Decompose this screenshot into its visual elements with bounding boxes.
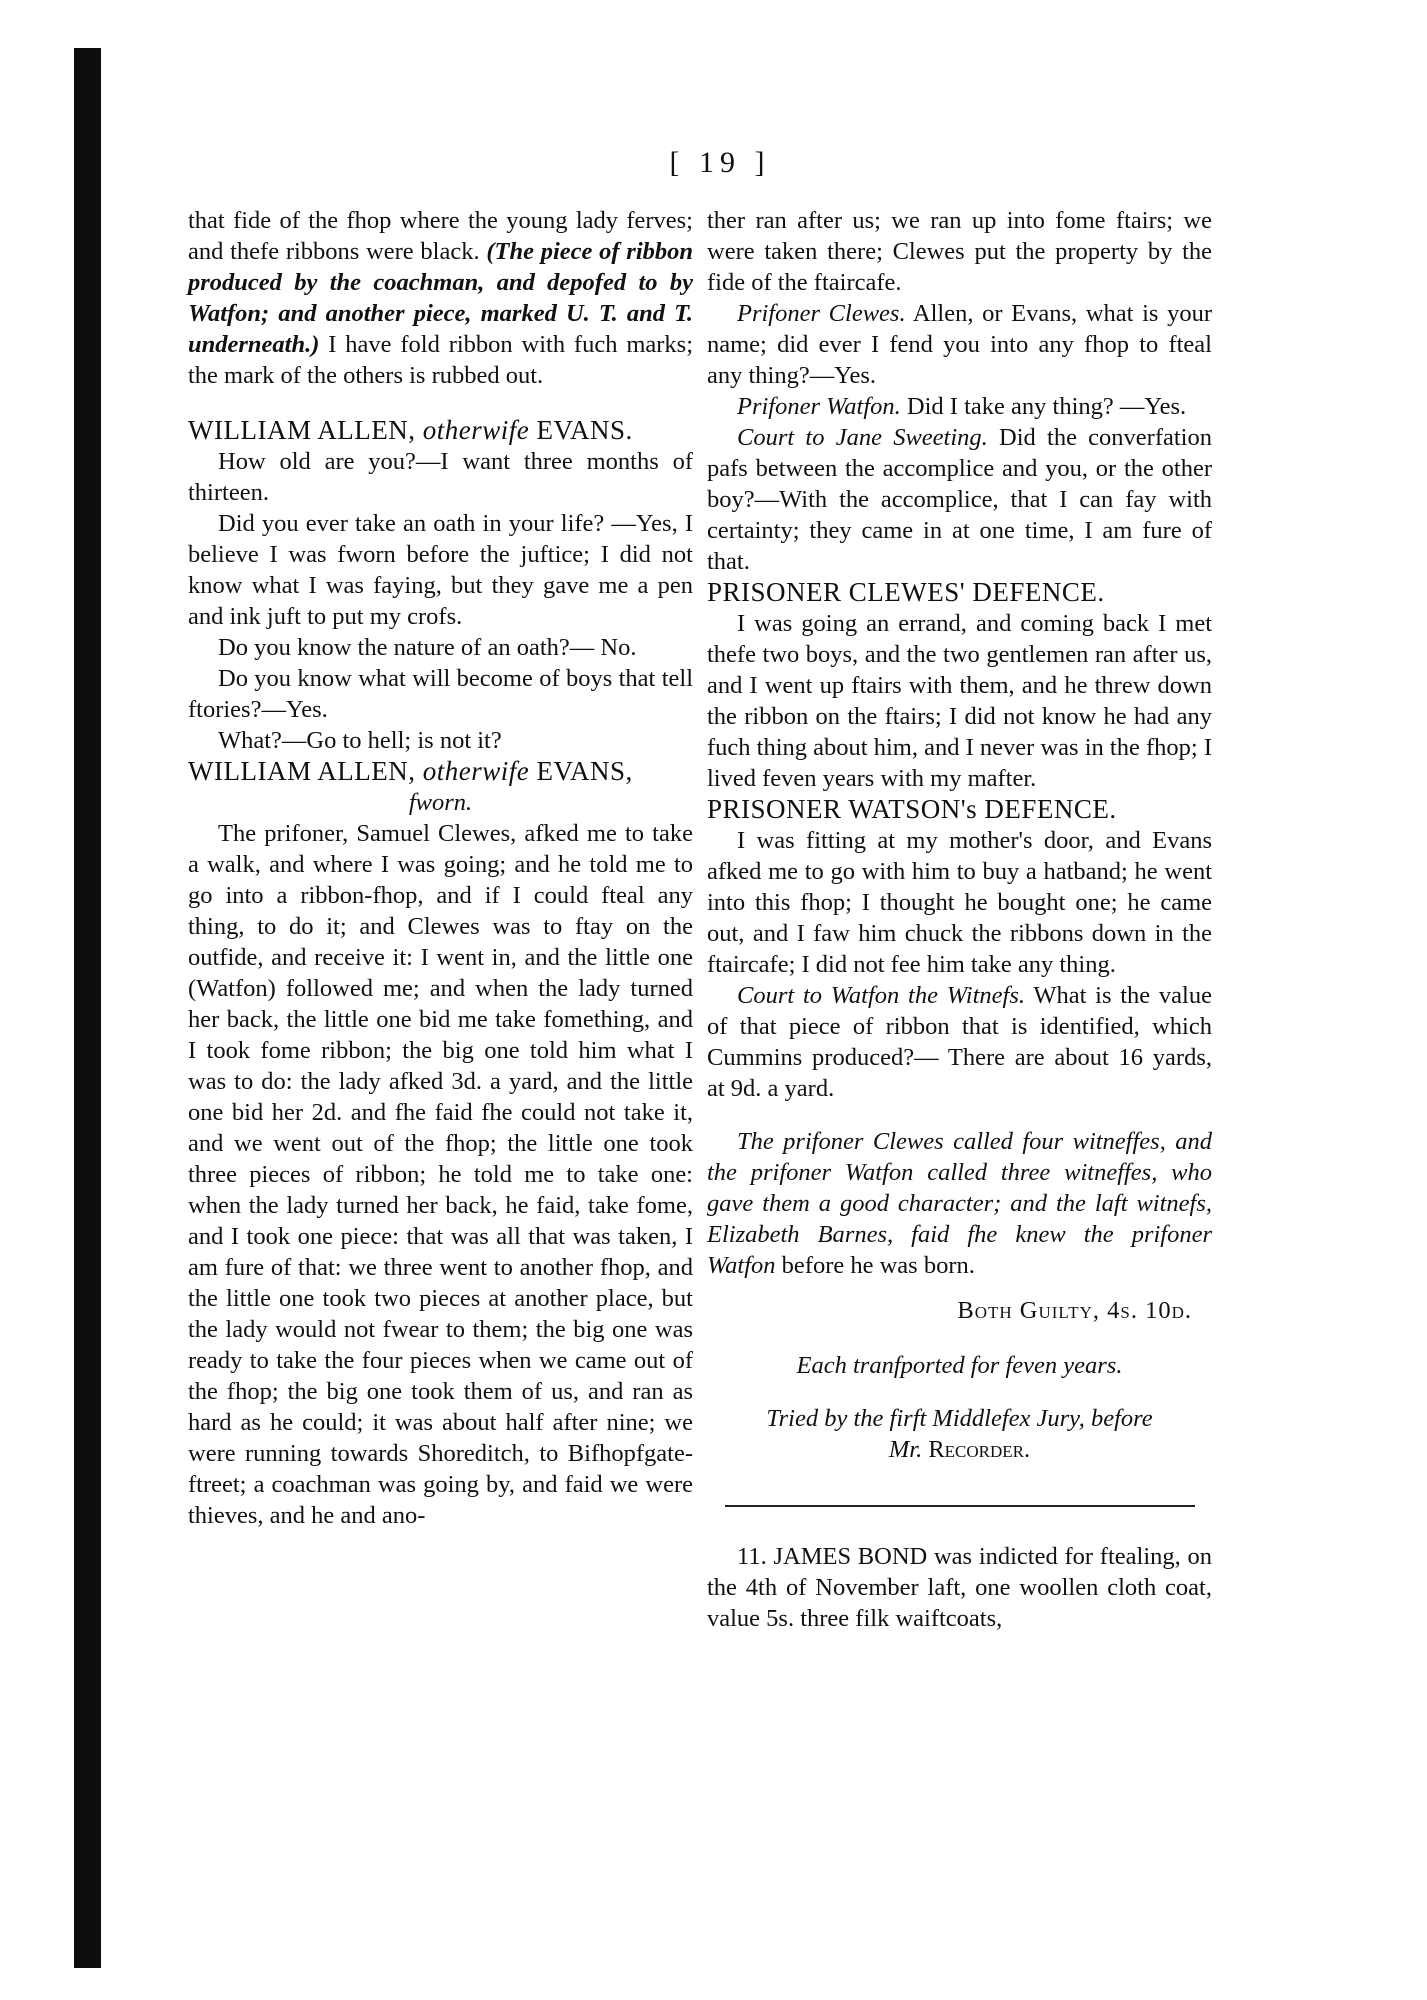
question-oath: Did you ever take an oath in your life? —Yes, I believe I was fworn before the juftice; I did not know what I was faying, but they gave me a pen and ink juft to put my crofs. [188,510,693,630]
left-column [188,205,693,1531]
sentence: Each tranfported for feven years. [796,1352,1123,1379]
case-11-paragraph: 11. JAMES BOND was indicted for ftealing, on the 4th of November laft, one woollen cloth coat, value 5s. three filk waiftcoats, [707,1543,1212,1632]
heading-surname: EVANS. [536,415,633,445]
book-binding-shadow [74,48,101,1968]
tried-mr: Mr. [888,1436,923,1463]
tried-by [707,1403,1212,1465]
tried-recorder: Recorder. [928,1436,1031,1463]
heading-clewes-defence: PRISONER CLEWES' DEFENCE. [707,577,1105,607]
ribbon-evidence-italic: (The piece of ribbon produced by the coachman, and depofed to by Watfon; and another piece, marked U. T. and T. underneath.) [188,238,693,358]
paragraph-continuation: ther ran after us; we ran up into fome ftairs; we were taken there; Clewes put the property by the fide of the ftaircafe. [707,207,1212,296]
heading-alias: otherwife [422,756,530,786]
question-text: Allen, or Evans, what is your name; did ever I fend you into any fhop to fteal any thing?—Yes. [707,300,1212,389]
heading-sworn: fworn. [408,789,473,816]
heading-name: WILLIAM ALLEN, [188,415,416,445]
clewes-defence-text: I was going an errand, and coming back I met thefe two boys, and the two gentlemen ran after us, and I went up ftairs with them, and he threw down the ribbon on the ftairs; I did not know he had any fuch thing about him, and I never was in the fhop; I lived feven years with my mafter. [707,610,1212,792]
heading-william-allen-sworn [188,756,693,787]
question-text: What is the value of that piece of ribbon that is identified, which Cummins produced?— There are about 16 yards, at 9d. a yard. [707,982,1212,1102]
watson-defence-text: I was fitting at my mother's door, and Evans afked me to go with him to buy a hatband; he went into this fhop; I thought he bought one; he came out, and I faw him chuck the ribbons down in the ftaircafe; I did not fee him take any thing. [707,827,1212,978]
heading-name: WILLIAM ALLEN, [188,756,416,786]
note-tail: before he was born. [781,1252,975,1279]
question-text: Did I take any thing? —Yes. [906,393,1187,420]
paragraph-ribbon-evidence [188,205,693,391]
right-column [707,205,1212,1634]
ribbon-evidence-tail: I have fold ribbon with fuch marks; the mark of the others is rubbed out. [188,331,694,389]
heading-surname: EVANS, [536,756,633,786]
question-watson [707,391,1212,422]
question-court-watson [707,980,1212,1104]
section-divider [725,1505,1195,1507]
heading-alias: otherwife [422,415,530,445]
heading-william-allen [188,415,693,446]
question-clewes [707,298,1212,391]
tried-line: Tried by the firft Middlefex Jury, before [766,1405,1153,1432]
question-nature-of-oath: Do you know the nature of an oath?— No. [218,634,637,661]
speaker-label: Court to Jane Sweeting. [737,424,988,451]
question-age: How old are you?—I want three months of thirteen. [188,448,693,506]
page-number: [ 19 ] [669,146,771,179]
note-italic: The prifoner Clewes called four witneffes, and the prifoner Watfon called three witneffes, who gave them a good character; and the laft witnefs, Elizabeth Barnes, faid fhe knew the prifoner Watfon [707,1128,1212,1279]
question-text: Did the converfation pafs between the accomplice and you, or the other boy?—With the accomplice, that I can fay with certainty; they came in at one time, I am fure of that. [707,424,1212,575]
question-what: What?—Go to hell; is not it? [218,727,502,754]
verdict: Both Guilty, 4s. 10d. [957,1297,1192,1324]
question-court-sweeting [707,422,1212,577]
ribbon-evidence-text: that fide of the fhop where the young lady ferves; and thefe ribbons were black. [188,207,693,265]
speaker-label: Court to Watfon the Witnefs. [737,982,1025,1009]
speaker-label: Prifoner Clewes. [737,300,906,327]
character-witnesses-note [707,1126,1212,1281]
speaker-label: Prifoner Watfon. [737,393,901,420]
testimony-paragraph: The prifoner, Samuel Clewes, afked me to take a walk, and where I was going; and he told me to go into a ribbon-fhop, and if I could fteal any thing, to do it; and Clewes was to ftay on the outfide, and receive it: I went in, and the little one (Watfon) followed me; and when the lady turned her back, the little one bid me take fomething, and I took fome ribbon; the big one told him what I was to do: the lady afked 3d. a yard, and the little one bid her 2d. and fhe faid fhe could not take it, and we went out of the fhop; the little one took three pieces of ribbon; he told me to take one: when the lady turned her back, he faid, take fome, and I took one piece: that was all that was taken, I am fure of that: we three went to another fhop, and the little one took two pieces at another place, but the lady would not fwear to them; the big one was ready to take the four pieces when we came out of the fhop; the big one took them of us, and ran as hard as he could; it was about half after nine; we were running towards Shoreditch, to Bifhopfgate-ftreet; a coachman was going by, and faid we were thieves, and he and ano- [188,820,693,1529]
heading-watson-defence: PRISONER WATSON's DEFENCE. [707,794,1117,824]
question-stories: Do you know what will become of boys that tell ftories?—Yes. [188,665,693,723]
